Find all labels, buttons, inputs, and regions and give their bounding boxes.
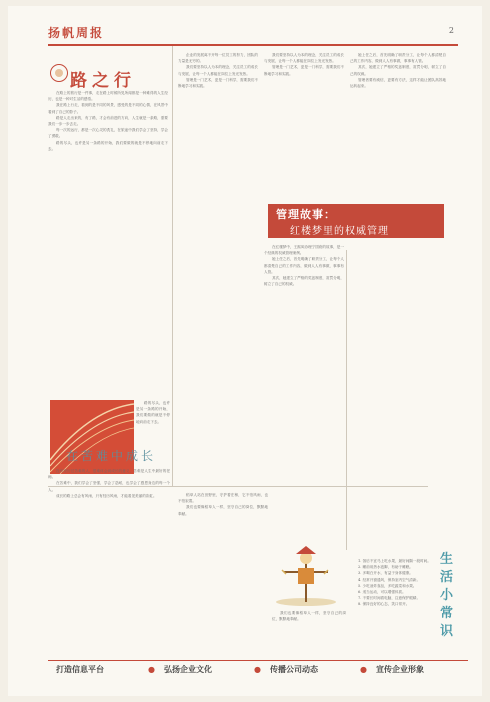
paragraph: 其次，她建立了严格的奖惩制度，赏罚分明，树立了自己的权威。 [264, 276, 344, 287]
newspaper-name: 扬帆周报 [48, 26, 105, 40]
list-item: 2. 睡前用热水泡脚，有助于睡眠。 [358, 565, 413, 570]
paragraph: 她上任之后，首先明确了职责分工，让每个人都清楚自己的工作内容，做到人人有事做，事事有人管。 [264, 257, 344, 274]
paragraph: 管理是一门艺术，更是一门科学，需要我们不断地学习和实践。 [264, 65, 344, 76]
paragraph: 我们也要像稻草人一样，坚守自己的岗位，默默地奉献。 [272, 611, 346, 622]
tips-list [350, 558, 436, 656]
masthead [48, 24, 458, 46]
list-item: 4. 经常开窗通风，保持室内空气清新。 [358, 577, 421, 582]
paragraph: 我们也要像稻草人一样，坚守自己的岗位，默默地奉献。 [178, 505, 268, 516]
footer-slogan: 弘扬企业文化 [164, 664, 212, 674]
paragraph: 成长的路上总会有风雨，只有经历风雨，才能看见美丽的彩虹。 [56, 493, 157, 498]
paragraph: 在路上的旅行是一件事，走在路上时候所见所闻都是一种难得的人生经历，也是一种对生活的感悟。 [48, 91, 168, 102]
paragraph: 我在路上行走，看到的是不同的风景，感受的是不同的心情，在风景中看到了自己的影子。 [48, 103, 168, 114]
list-item: 1. 饭后不宜马上吃水果，最好间隔一段时间。 [358, 559, 431, 563]
list-item: 6. 适当运动，可以增强体质。 [358, 590, 406, 595]
footer-slogan: 传播公司动态 [270, 664, 318, 674]
list-item: 3. 多喝白开水，有益于身体健康。 [358, 571, 413, 576]
article-logo-icon [50, 64, 68, 82]
paragraph: 管理是一门艺术，更是一门科学，需要我们不断地学习和实践。 [178, 77, 258, 89]
list-item: 5. 少吃油炸食品，多吃蔬菜和水果。 [358, 583, 417, 588]
paragraph: 没有经历过苦难的人，很难体会到成长的意义，苦难是人生中最好的老师。 [48, 469, 170, 480]
management-story-body [264, 244, 344, 484]
separator-dot-icon: ● [360, 664, 367, 674]
newspaper-page [8, 6, 482, 696]
paragraph: 我们要坚持以人为本的理念，关注员工的成长与发展，让每一个人都能在岗位上发光发热。 [178, 65, 258, 76]
paragraph: 在红楼梦中，王熙凤协理宁国府的故事，是一个经典的权威管理案例。 [264, 245, 344, 256]
paragraph: 在苦难中，我们学会了坚强，学会了忍耐，也学会了感恩身边的每一个人。 [48, 481, 170, 492]
footer-slogan: 打造信息平台 [56, 664, 104, 674]
management-title-line2: 红楼梦里的权威管理 [290, 226, 389, 237]
scarecrow-illustration [270, 544, 342, 606]
list-item: 7. 不要长时间看电脑，注意保护眼睛。 [358, 596, 421, 601]
scarecrow-article-body-2 [272, 610, 346, 656]
paragraph: 其次，她建立了严格的奖惩制度，赏罚分明，树立了自己的权威。 [350, 65, 446, 76]
road-article-title: 路之行 [70, 71, 136, 91]
paragraph: 每一次的远行，都是一次心灵的洗礼，在旅途中我们学会了坚持，学会了勇敢。 [48, 128, 168, 139]
paragraph: 路是人走出来的，有了路，才会有前进的方向，人生就是一条路，需要我们一步一步去走。 [48, 115, 168, 127]
paragraph: 企业的发展离不开每一位员工的努力，团队的力量是无穷的。 [178, 53, 258, 64]
management-story-body-2 [350, 52, 446, 548]
management-title-line1: 管理故事： [276, 208, 336, 221]
paragraph: 路的尽头，也许是另一条路的开始，我们要做的就是不停地向前走下去。 [136, 401, 170, 424]
column-divider [346, 250, 347, 550]
footer-slogan: 宣传企业形象 [376, 664, 424, 674]
paragraph: 她上任之后，首先明确了职责分工，让每个人都清楚自己的工作内容，做到人人有事做，事事有人管。 [350, 53, 446, 64]
scarecrow-article-body [178, 492, 268, 656]
middle-article-body [178, 52, 258, 482]
paragraph: 稻草人站在田野里，守护着庄稼，它不怕风雨，也不怕寂寞。 [178, 493, 268, 504]
paragraph: 管理者要有威信，更要有方法，这样才能让团队高效地运转起来。 [350, 77, 446, 89]
separator-dot-icon: ● [148, 664, 155, 674]
page-number: 2 [448, 26, 454, 35]
footer-slogans [48, 660, 468, 674]
separator-dot-icon: ● [254, 664, 261, 674]
middle-article-body-2 [264, 52, 344, 198]
tips-title: 生活小常识 [440, 552, 454, 639]
grow-article-title: 在苦难中成长 [66, 449, 157, 463]
grow-article-body [48, 468, 170, 654]
list-item: 8. 保持良好的心态，笑口常开。 [358, 602, 410, 607]
road-article-body [48, 90, 168, 390]
column-divider [172, 46, 173, 486]
paragraph: 路的尽头，也许是另一条路的开始，我们要做的就是不停地向前走下去。 [48, 140, 168, 151]
paragraph: 我们要坚持以人为本的理念，关注员工的成长与发展，让每一个人都能在岗位上发光发热。 [264, 53, 344, 64]
